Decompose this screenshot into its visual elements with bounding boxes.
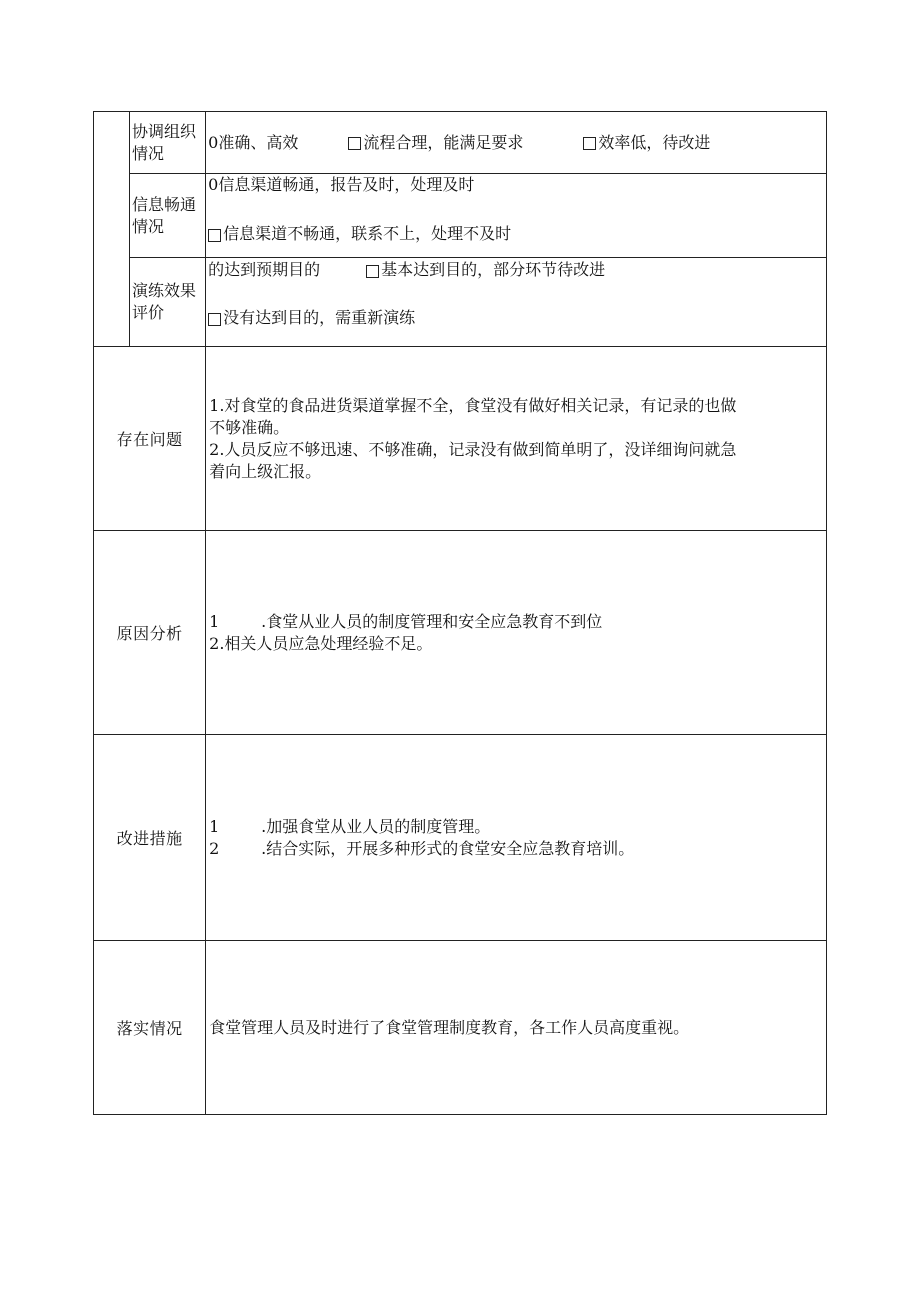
checkbox-icon[interactable] [366,265,379,278]
measures-content [206,735,827,941]
coordination-opt2: 流程合理，能满足要求 [363,132,524,152]
problems-line: 1.对食堂的食品进货渠道掌握不全，食堂没有做好相关记录，有记录的也做 [209,395,737,415]
information-opt1-mark: 0 [208,175,219,194]
coordination-options [206,112,827,174]
causes-content [206,531,827,735]
measures-item: .加强食堂从业人员的制度管理。 [261,816,491,836]
drill-evaluation-table [93,111,827,1115]
evaluation-opt2: 基本达到目的，部分环节待改进 [381,260,606,279]
evaluation-options [206,258,827,347]
checkbox-icon[interactable] [583,137,596,150]
evaluation-row [94,258,827,347]
list-number: 2 [209,838,220,858]
blank-merged-cell [94,112,130,347]
evaluation-label: 演练效果 评价 [130,258,206,347]
evaluation-opt1: 的达到预期目的 [208,260,321,279]
problems-content [206,347,827,531]
causes-row [94,531,827,735]
coordination-opt1-mark: 0 [208,132,219,152]
information-opt1: 信息渠道畅通，报告及时，处理及时 [218,175,475,194]
implementation-row [94,941,827,1115]
coordination-opt1: 准确、高效 [218,132,299,152]
checkbox-icon[interactable] [208,313,221,326]
problems-row [94,347,827,531]
causes-item: .食堂从业人员的制度管理和安全应急教育不到位 [261,611,603,631]
list-number: 1 [209,611,220,631]
list-number: 1 [209,816,220,836]
measures-item: .结合实际，开展多种形式的食堂安全应急教育培训。 [261,838,635,858]
coordination-row [94,112,827,174]
implementation-label: 落实情况 [94,941,206,1115]
problems-line: 着向上级汇报。 [209,461,322,481]
coordination-label: 协调组织 情况 [130,112,206,174]
problems-label: 存在问题 [94,347,206,531]
causes-item: 2.相关人员应急处理经验不足。 [209,633,433,653]
checkbox-icon[interactable] [208,229,221,242]
measures-row [94,735,827,941]
measures-label: 改进措施 [94,735,206,941]
problems-line: 2.人员反应不够迅速、不够准确，记录没有做到简单明了，没详细询问就急 [209,439,737,459]
information-opt2: 信息渠道不畅通，联系不上，处理不及时 [223,224,512,243]
implementation-content: 食堂管理人员及时进行了食堂管理制度教育，各工作人员高度重视。 [206,941,827,1115]
coordination-opt3: 效率低，待改进 [598,132,711,152]
information-label: 信息畅通 情况 [130,174,206,258]
information-row [94,174,827,258]
evaluation-opt3: 没有达到目的，需重新演练 [223,308,416,327]
information-options [206,174,827,258]
checkbox-icon[interactable] [348,137,361,150]
problems-line: 不够准确。 [209,417,290,437]
causes-label: 原因分析 [94,531,206,735]
